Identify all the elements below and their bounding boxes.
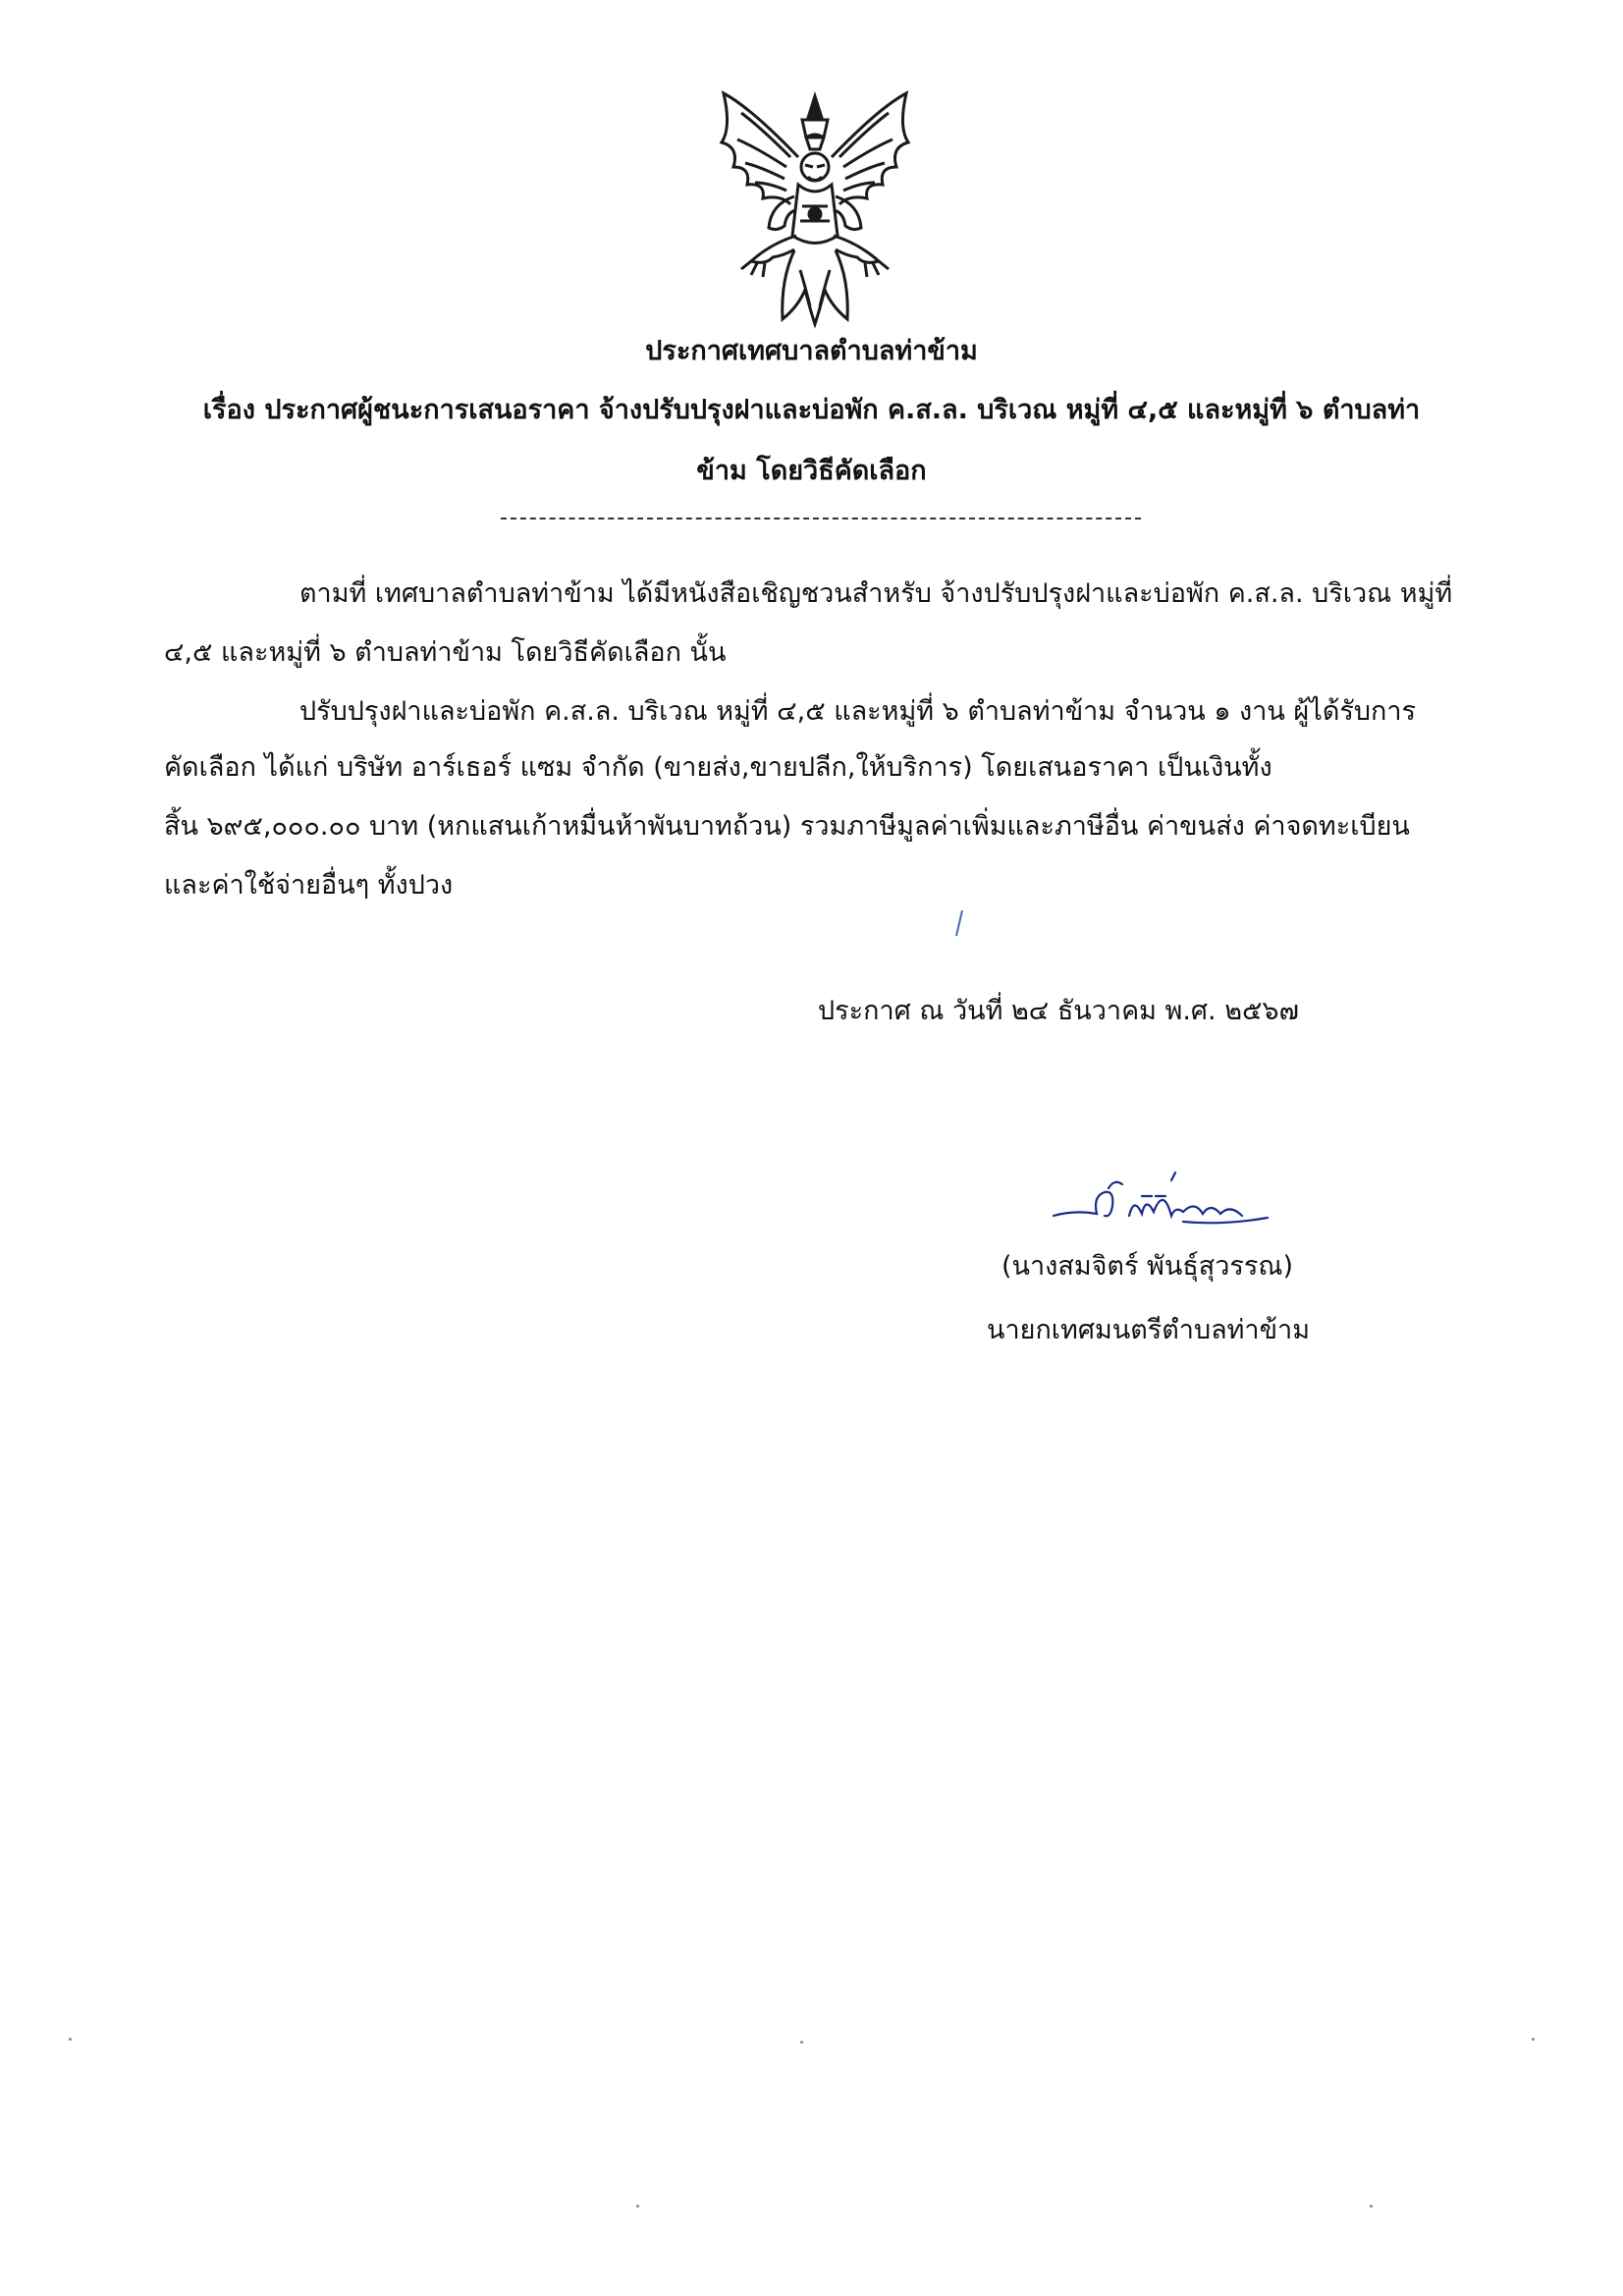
handwritten-signature — [1036, 1167, 1281, 1237]
paragraph-2-line-1: ปรับปรุงฝาและบ่อพัก ค.ส.ล. บริเวณ หมู่ที่ ๔,๕ และหมู่ที่ ๖ ตำบลท่าข้าม จำนวน ๑ งาน ผู้ได้รับการ — [299, 696, 1417, 727]
paragraph-2-line-4: และค่าใช้จ่ายอื่นๆ ทั้งปวง — [164, 870, 454, 901]
scan-speck — [1370, 2205, 1373, 2208]
scan-speck — [69, 2038, 72, 2041]
scan-speck — [1532, 2038, 1535, 2041]
signatory-name: (นางสมจิตร์ พันธุ์สุวรรณ) — [1001, 1251, 1294, 1282]
signatory-position: นายกเทศมนตรีตำบลท่าข้าม — [987, 1315, 1310, 1345]
paragraph-1-line-1: ตามที่ เทศบาลตำบลท่าข้าม ได้มีหนังสือเชิญชวนสำหรับ จ้างปรับปรุงฝาและบ่อพัก ค.ส.ล. บริเวณ หมู่ที่ — [299, 578, 1453, 609]
separator-line — [501, 518, 1141, 519]
paragraph-2-line-2: คัดเลือก ได้แก่ บริษัท อาร์เธอร์ แซม จำกัด (ขายส่ง,ขายปลีก,ให้บริการ) โดยเสนอราคา เป็นเงินทั้ง — [164, 752, 1272, 783]
document-title: ประกาศเทศบาลตำบลท่าข้าม — [645, 336, 978, 366]
scan-speck — [800, 2041, 803, 2044]
stray-pen-mark — [952, 908, 966, 938]
garuda-emblem-icon — [712, 88, 918, 329]
paragraph-1-line-2: ๔,๕ และหมู่ที่ ๖ ตำบลท่าข้าม โดยวิธีคัดเลือก นั้น — [164, 637, 727, 668]
subject-line-2: ข้าม โดยวิธีคัดเลือก — [696, 456, 927, 486]
scan-speck — [636, 2205, 639, 2208]
subject-line-1: เรื่อง ประกาศผู้ชนะการเสนอราคา จ้างปรับปรุงฝาและบ่อพัก ค.ส.ล. บริเวณ หมู่ที่ ๔,๕ และหมู่ที่ ๖ ตำบลท่า — [202, 395, 1421, 425]
announcement-date: ประกาศ ณ วันที่ ๒๔ ธันวาคม พ.ศ. ๒๕๖๗ — [818, 996, 1299, 1026]
paragraph-2-line-3: สิ้น ๖๙๕,๐๐๐.๐๐ บาท (หกแสนเก้าหมื่นห้าพันบาทถ้วน) รวมภาษีมูลค่าเพิ่มและภาษีอื่น ค่าขนส่ง ค่าจดทะเบียน — [164, 811, 1410, 842]
